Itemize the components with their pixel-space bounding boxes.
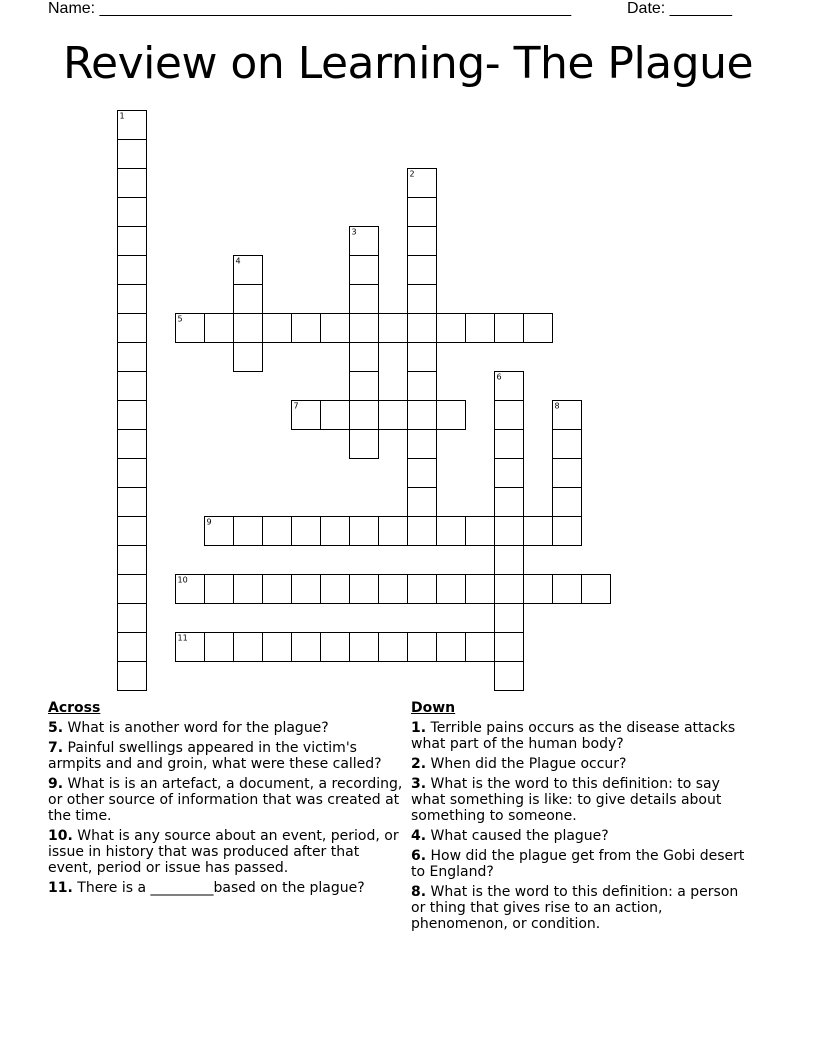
grid-clue-number: 10 [177,575,188,585]
grid-cell[interactable] [292,575,321,604]
grid-cell[interactable] [234,256,263,285]
grid-cell[interactable] [292,314,321,343]
grid-cell[interactable] [495,372,524,401]
grid-cell[interactable] [118,169,147,198]
grid-cell[interactable] [263,517,292,546]
grid-cell[interactable] [321,401,350,430]
clue-text: What is the word to this definition: a person or thing that gives rise to an action, phenomenon, or condition. [411,884,739,932]
grid-cell[interactable] [408,314,437,343]
clue-number: 4. [411,828,427,844]
grid-cell[interactable] [553,430,582,459]
clue-number: 2. [411,756,427,772]
grid-cell[interactable] [466,633,495,662]
clue-text: What is another word for the plague? [67,720,329,736]
grid-cell[interactable] [437,401,466,430]
grid-cell[interactable] [118,372,147,401]
grid-cell[interactable] [234,314,263,343]
grid-cell[interactable] [321,314,350,343]
grid-cell[interactable] [466,517,495,546]
grid-cell[interactable] [379,575,408,604]
grid-cell[interactable] [524,575,553,604]
grid-cell[interactable] [524,314,553,343]
grid-cell[interactable] [408,459,437,488]
grid-cell[interactable] [292,633,321,662]
down-clue-4 [411,828,751,844]
grid-cell[interactable] [408,575,437,604]
clue-number: 3. [411,776,427,792]
grid-cell[interactable] [408,343,437,372]
grid-cell[interactable] [234,633,263,662]
across-clues [48,700,404,900]
grid-cell[interactable] [379,517,408,546]
grid-cell[interactable] [350,517,379,546]
across-clue-11 [48,880,404,896]
grid-cell[interactable] [350,285,379,314]
down-heading: Down [411,700,456,716]
grid-cell[interactable] [437,633,466,662]
grid-cell[interactable] [495,546,524,575]
grid-clue-number: 3 [351,227,357,237]
grid-cell[interactable] [205,633,234,662]
grid-cell[interactable] [350,575,379,604]
grid-cell[interactable] [553,488,582,517]
grid-cell[interactable] [263,575,292,604]
grid-cell[interactable] [524,517,553,546]
grid-cell[interactable] [350,633,379,662]
grid-cell[interactable] [408,198,437,227]
grid-cell[interactable] [408,517,437,546]
grid-cell[interactable] [118,198,147,227]
across-clue-10 [48,828,404,876]
grid-cell[interactable] [408,227,437,256]
grid-cell[interactable] [234,343,263,372]
grid-cell[interactable] [466,575,495,604]
down-clue-3 [411,776,751,824]
grid-cell[interactable] [350,343,379,372]
grid-clue-number: 1 [119,111,125,121]
grid-cell[interactable] [118,546,147,575]
grid-cell[interactable] [176,575,205,604]
clue-text: What is the word to this definition: to say what something is like: to give details about something to someone. [411,776,722,824]
grid-cell[interactable] [263,314,292,343]
grid-cell[interactable] [553,575,582,604]
grid-cell[interactable] [118,401,147,430]
down-clue-8 [411,884,751,932]
grid-cell[interactable] [118,140,147,169]
grid-cell[interactable] [118,459,147,488]
grid-cell[interactable] [495,488,524,517]
grid-cell[interactable] [495,401,524,430]
across-clue-9 [48,776,404,824]
grid-cell[interactable] [118,430,147,459]
grid-cell[interactable] [408,633,437,662]
grid-cell[interactable] [350,430,379,459]
down-clues [411,700,751,936]
grid-cell[interactable] [118,575,147,604]
grid-cell[interactable] [176,633,205,662]
grid-cell[interactable] [408,430,437,459]
grid-cell[interactable] [205,575,234,604]
grid-cell[interactable] [408,256,437,285]
grid-cell[interactable] [553,401,582,430]
grid-cell[interactable] [350,372,379,401]
across-heading: Across [48,700,101,716]
grid-cell[interactable] [118,285,147,314]
down-clue-6 [411,848,751,880]
clue-text: Terrible pains occurs as the disease attacks what part of the human body? [411,720,736,752]
clue-number: 1. [411,720,427,736]
clue-text: When did the Plague occur? [430,756,627,772]
grid-cell[interactable] [495,314,524,343]
grid-clue-number: 5 [177,314,183,324]
grid-cell[interactable] [408,169,437,198]
grid-cell[interactable] [495,575,524,604]
grid-cell[interactable] [118,517,147,546]
header [48,0,748,20]
grid-cell[interactable] [292,517,321,546]
grid-cell[interactable] [118,111,147,140]
grid-cell[interactable] [234,285,263,314]
clue-number: 11. [48,880,73,896]
grid-cell[interactable] [118,343,147,372]
grid-cell[interactable] [321,517,350,546]
grid-cell[interactable] [466,314,495,343]
grid-cell[interactable] [292,401,321,430]
clue-number: 9. [48,776,64,792]
page-title: Review on Learning- The Plague [62,38,754,89]
grid-cell[interactable] [205,314,234,343]
grid-cell[interactable] [118,227,147,256]
grid-clue-number: 2 [409,169,415,179]
grid-clue-number: 9 [206,517,212,527]
grid-cell[interactable] [437,314,466,343]
date-field[interactable]: Date: _______ [627,0,732,17]
grid-cell[interactable] [321,633,350,662]
grid-cell[interactable] [350,314,379,343]
clue-text: There is a _________based on the plague? [77,880,365,896]
clue-text: What is any source about an event, period, or issue in history that was produced after that event, period or issue has passed. [48,828,399,876]
grid-cell[interactable] [408,285,437,314]
grid-cell[interactable] [495,662,524,691]
clue-number: 6. [411,848,427,864]
grid-cell[interactable] [263,633,292,662]
grid-cell[interactable] [234,575,263,604]
grid-cell[interactable] [553,517,582,546]
grid-cell[interactable] [321,575,350,604]
grid-cell[interactable] [437,575,466,604]
grid-cell[interactable] [176,314,205,343]
grid-cell[interactable] [350,401,379,430]
grid-cell[interactable] [118,604,147,633]
grid-cell[interactable] [379,401,408,430]
grid-cell[interactable] [437,517,466,546]
down-clue-1 [411,720,751,752]
clue-number: 5. [48,720,64,736]
clue-number: 8. [411,884,427,900]
grid-cell[interactable] [118,314,147,343]
grid-cell[interactable] [118,488,147,517]
name-field[interactable]: Name: _____________________________________________________ [48,0,572,17]
clue-number: 10. [48,828,73,844]
clue-text: Painful swellings appeared in the victim's armpits and and groin, what were these called? [48,740,382,772]
grid-cell[interactable] [205,517,234,546]
down-clue-2 [411,756,751,772]
grid-cell[interactable] [118,256,147,285]
grid-clue-number: 7 [293,401,299,411]
grid-cell[interactable] [408,488,437,517]
clue-text: What is is an artefact, a document, a recording, or other source of information that was created at the time. [48,776,403,824]
grid-clue-number: 4 [235,256,241,266]
grid-cell[interactable] [408,372,437,401]
grid-clue-number: 11 [177,633,188,643]
grid-cell[interactable] [408,401,437,430]
across-clue-7 [48,740,404,772]
clue-text: How did the plague get from the Gobi desert to England? [411,848,745,880]
grid-cell[interactable] [379,314,408,343]
grid-cell[interactable] [379,633,408,662]
clue-number: 7. [48,740,64,756]
grid-cell[interactable] [495,430,524,459]
grid-cell[interactable] [234,517,263,546]
grid-cell[interactable] [495,604,524,633]
across-clue-5 [48,720,404,736]
clue-text: What caused the plague? [430,828,609,844]
grid-cell[interactable] [495,459,524,488]
grid-cell[interactable] [495,633,524,662]
grid-cell[interactable] [582,575,611,604]
grid-cell[interactable] [495,517,524,546]
grid-cell[interactable] [350,256,379,285]
grid-clue-number: 6 [496,372,502,382]
grid-cell[interactable] [350,227,379,256]
grid-clue-number: 8 [554,401,560,411]
grid-cell[interactable] [553,459,582,488]
grid-cell[interactable] [118,662,147,691]
grid-cell[interactable] [118,633,147,662]
